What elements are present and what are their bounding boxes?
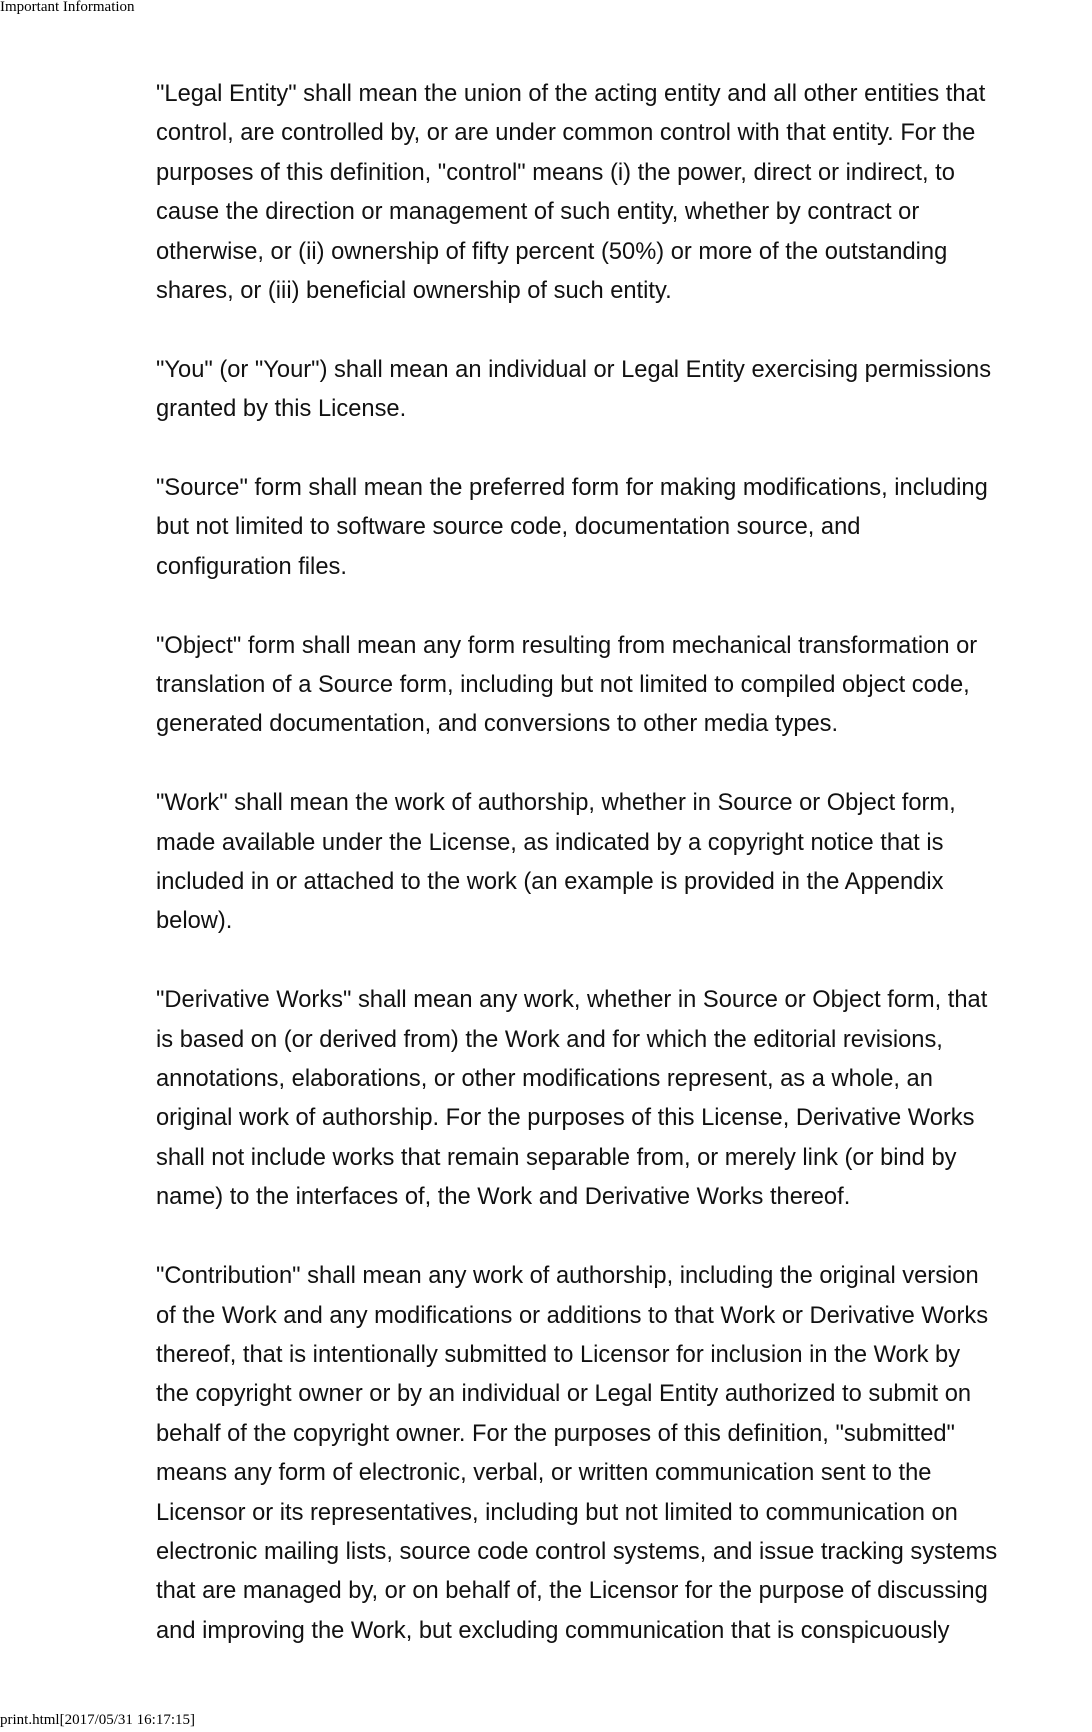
page-header-title: Important Information bbox=[0, 0, 135, 15]
paragraph-legal-entity: "Legal Entity" shall mean the union of the acting entity and all other entities that control, are controlled by, or are under common control with that entity. For the purposes of this definition, "control" means (i) the power, direct or indirect, to cause the direction or management of such entity, whether by contract or otherwise, or (ii) ownership of fifty percent (50%) or more of the outstanding shares, or (iii) beneficial ownership of such entity. bbox=[156, 81, 986, 305]
paragraph-contribution: "Contribution" shall mean any work of authorship, including the original version of the Work and any modifications or additions to that Work or Derivative Works thereof, that is intentionally submitted to Licensor for inclusion in the Work by the copyright owner or by an individual or Legal Entity authorized to submit on behalf of the copyright owner. For the purposes of this definition, "submitted" means any form of electronic, verbal, or written communication sent to the Licensor or its representatives, including but not limited to communication on electronic mailing lists, source code control systems, and issue tracking systems that are managed by, or on behalf of, the Licensor for the purpose of discussing and improving the Work, but excluding communication that is conspicuously bbox=[156, 1263, 998, 1644]
paragraph-derivative-works: "Derivative Works" shall mean any work, whether in Source or Object form, that is based on (or derived from) the Work and for which the editorial revisions, annotations, elaborations, or other modifications represent, as a whole, an original work of authorship. For the purposes of this License, Derivative Works shall not include works that remain separable from, or merely link (or bind by name) to the interfaces of, the Work and Derivative Works thereof. bbox=[156, 987, 988, 1211]
page-footer-source: print.html[2017/05/31 16:17:15] bbox=[0, 1712, 195, 1728]
paragraph-you: "You" (or "Your") shall mean an individual or Legal Entity exercising permissions granted by this License. bbox=[156, 356, 992, 423]
paragraph-object: "Object" form shall mean any form resulting from mechanical transformation or translation of a Source form, including but not limited to compiled object code, generated documentation, and conversions to other media types. bbox=[156, 632, 978, 738]
paragraph-work: "Work" shall mean the work of authorship, whether in Source or Object form, made available under the License, as indicated by a copyright notice that is included in or attached to the work (an example is provided in the Appendix below). bbox=[156, 790, 956, 935]
paragraph-source: "Source" form shall mean the preferred form for making modifications, including but not limited to software source code, documentation source, and configuration files. bbox=[156, 475, 988, 580]
document-body bbox=[156, 75, 1092, 1691]
